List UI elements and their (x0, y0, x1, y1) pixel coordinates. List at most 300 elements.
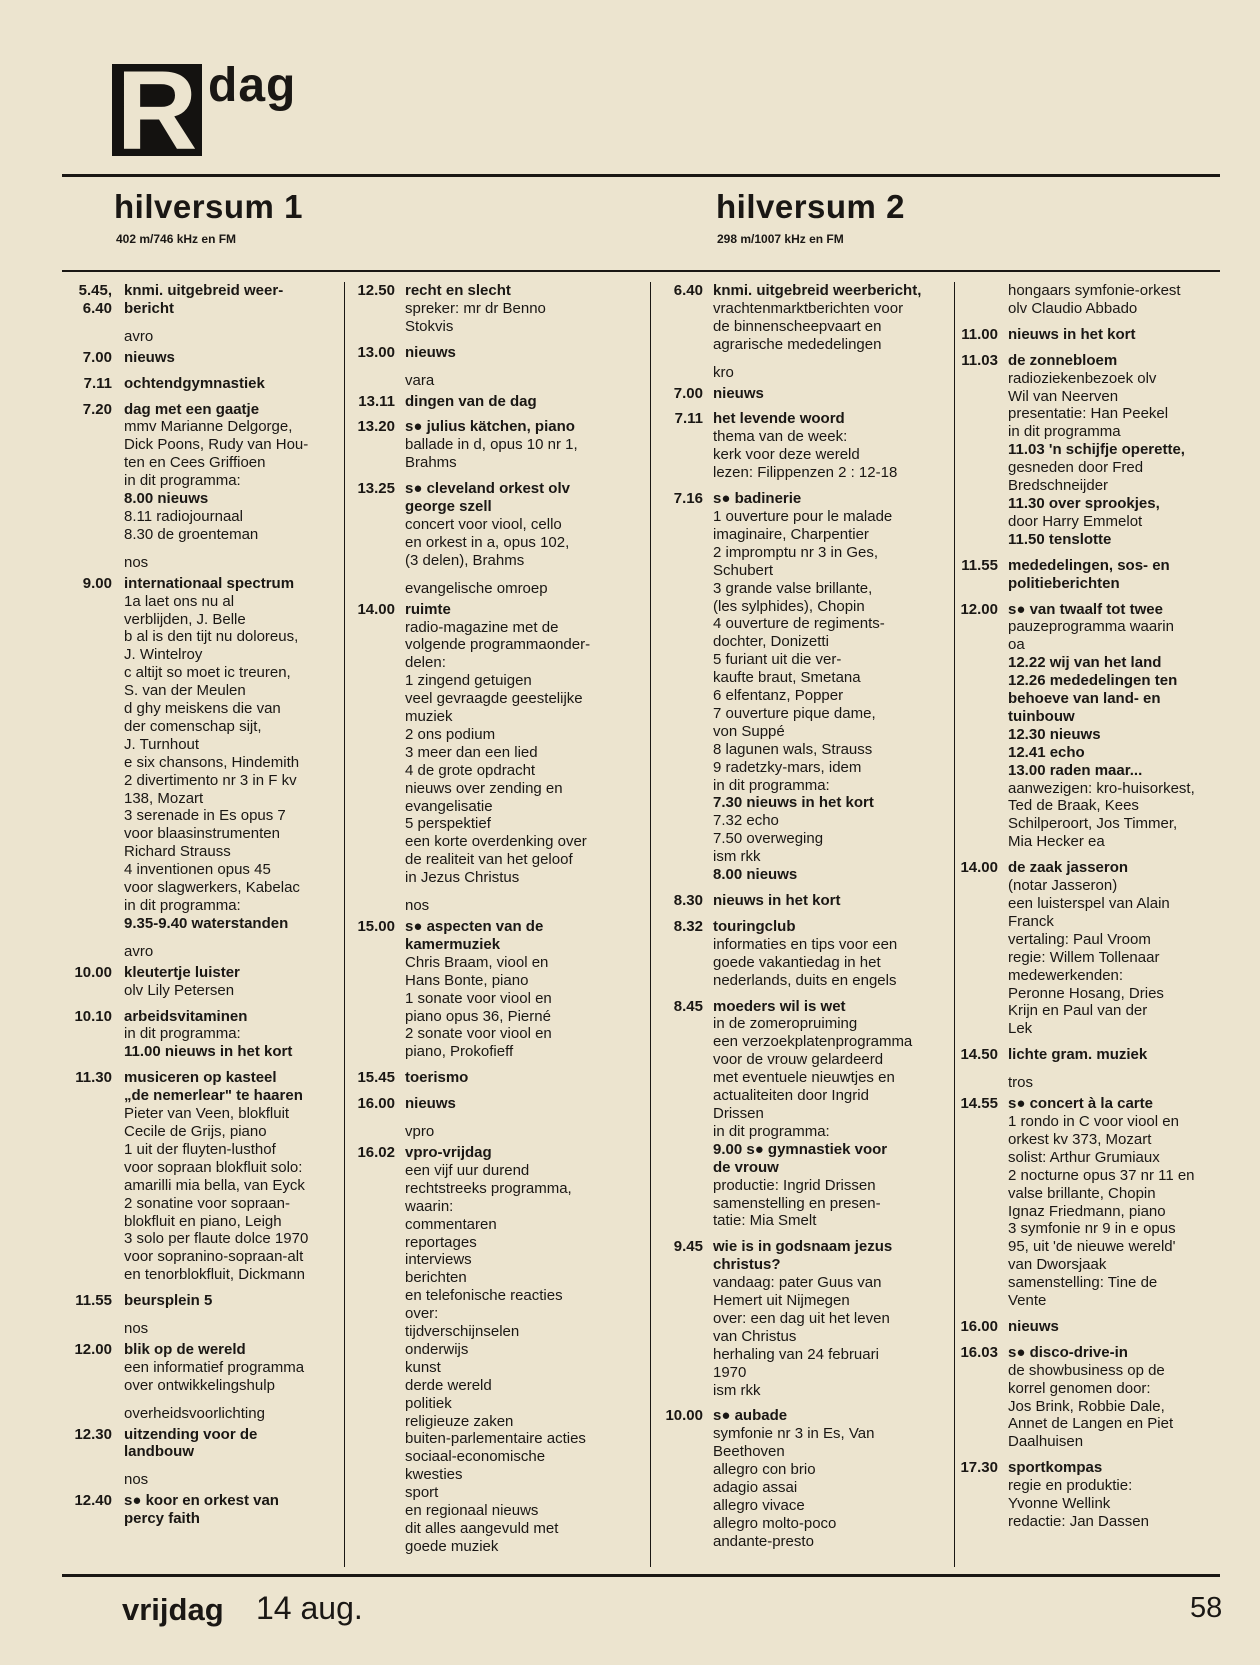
program-description-line: korrel genomen door: (1008, 1379, 1151, 1397)
program-title-line: nieuws in het kort (1008, 325, 1136, 343)
broadcaster-label: kro (713, 363, 734, 381)
program-description-line: berichten (405, 1269, 467, 1287)
schedule-column-3 (658, 282, 953, 1572)
program-time: 14.50 (960, 1046, 998, 1064)
program-title-line: mededelingen, sos- en (1008, 556, 1170, 574)
program-entry (956, 352, 1238, 549)
program-entry (350, 1095, 648, 1113)
program-time: 12.30 (74, 1425, 112, 1443)
program-description-line: adagio assai (713, 1479, 798, 1497)
program-description-line: rechtstreeks programma, (405, 1179, 572, 1197)
program-details (405, 918, 648, 1061)
program-description-line: actualiteiten door Ingrid (713, 1087, 869, 1105)
program-time: 10.00 (665, 1407, 703, 1425)
program-description-line: symfonie nr 3 in Es, Van (713, 1425, 875, 1443)
program-description-line: aanwezigen: kro-huisorkest, (1008, 779, 1195, 797)
program-description-line: 6 elfentanz, Popper (713, 687, 844, 705)
program-details (405, 282, 648, 336)
program-description-line: concert voor viool, cello (405, 515, 562, 533)
program-description-line: samenstelling en presen- (713, 1194, 881, 1212)
program-details (405, 1095, 648, 1113)
program-title-line: nieuws (713, 384, 764, 402)
program-description-line: 1a laet ons nu al (124, 592, 235, 610)
program-time: 15.00 (357, 918, 395, 935)
program-description-line: amarilli mia bella, van Eyck (124, 1176, 305, 1194)
program-details (713, 1238, 953, 1399)
program-title-line: ruimte (405, 600, 451, 618)
program-details (124, 1069, 342, 1284)
program-entry (658, 1238, 953, 1399)
program-entry (62, 401, 342, 544)
program-description-line: met eventuele nieuwtjes en (713, 1069, 895, 1087)
program-details (124, 575, 342, 933)
program-description-line: in dit programma: (713, 776, 830, 794)
program-description-line: 8.30 de groenteman (124, 525, 259, 543)
program-description-line: ten en Cees Griffioen (124, 454, 266, 472)
program-description-line: oa (1008, 636, 1025, 654)
program-time: 11.00 (961, 325, 998, 343)
program-description-line: 1 ouverture pour le malade (713, 507, 893, 525)
program-description-line: kwesties (405, 1466, 463, 1484)
program-description-line: 3 solo per flaute dolce 1970 (124, 1230, 309, 1248)
program-description-line: b al is den tijt nu doloreus, (124, 628, 299, 646)
program-time: 16.00 (357, 1095, 395, 1113)
program-entry (62, 1008, 342, 1062)
program-description-line: een korte overdenking over (405, 833, 587, 851)
program-description-line: Hemert uit Nijmegen (713, 1292, 850, 1310)
schedule-column-2 (350, 282, 648, 1572)
program-title-line: behoeve van land- en (1008, 690, 1161, 708)
program-title-line: beursplein 5 (124, 1292, 213, 1310)
program-entry (658, 892, 953, 910)
program-description-line: 9 radetzky-mars, idem (713, 758, 862, 776)
program-title-line: internationaal spectrum (124, 574, 295, 592)
program-description-line: en tenorblokfluit, Dickmann (124, 1266, 305, 1284)
program-description-line: evangelisatie (405, 797, 493, 815)
program-title-line: 11.03 'n schijfje operette, (1008, 441, 1185, 459)
program-title-line: de zonnebloem (1008, 351, 1118, 369)
program-title-line: toerismo (405, 1069, 469, 1087)
program-description-line: 2 sonate voor viool en (405, 1025, 552, 1043)
program-entry (62, 375, 342, 393)
program-description-line: en telefonische reacties (405, 1287, 563, 1305)
program-details (1008, 352, 1238, 549)
program-entry (350, 393, 648, 411)
program-entry (350, 480, 648, 570)
program-time: 11.30 (75, 1069, 112, 1087)
program-title-line: percy faith (124, 1510, 200, 1528)
program-title-line: politieberichten (1008, 574, 1120, 592)
program-title-line: 9.35-9.40 waterstanden (124, 914, 289, 932)
program-entry (658, 410, 953, 482)
program-title-line: nieuws (405, 1095, 456, 1113)
program-title-line: 12.30 nieuws (1008, 725, 1101, 743)
column-divider-2 (650, 282, 651, 1567)
program-description-line: nieuws over zending en (405, 779, 563, 797)
program-description-line: sociaal-economische (405, 1448, 546, 1466)
program-description-line: religieuze zaken (405, 1412, 514, 1430)
program-description-line: 2 divertimento nr 3 in F kv (124, 771, 297, 789)
program-description-line: 2 impromptu nr 3 in Ges, (713, 543, 879, 561)
program-details (713, 892, 953, 910)
program-description-line: Bredschneijder (1008, 477, 1109, 495)
broadcaster-label: tros (1008, 1074, 1034, 1092)
program-description-line: Vente (1008, 1292, 1047, 1310)
program-description-line: goede vakantiedag in het (713, 953, 881, 971)
program-description-line: J. Wintelroy (124, 646, 203, 664)
program-description-line: e six chansons, Hindemith (124, 753, 300, 771)
program-description-line: valse brillante, Chopin (1008, 1184, 1156, 1202)
program-description-line: politiek (405, 1394, 452, 1412)
program-title-line: bericht (124, 299, 175, 317)
program-entry (350, 344, 648, 362)
program-entry (62, 964, 342, 1000)
column-divider-1 (344, 282, 345, 1567)
program-description-line: regie en produktie: (1008, 1477, 1133, 1495)
program-details (405, 393, 648, 411)
program-time: 12.00 (74, 1340, 112, 1358)
program-description-line: 4 inventionen opus 45 (124, 861, 271, 879)
program-details (1008, 1459, 1238, 1531)
program-time: 7.11 (83, 374, 112, 392)
program-details (713, 1407, 953, 1550)
program-description-line: in dit programma: (124, 1025, 241, 1043)
program-description-line: 8 lagunen wals, Strauss (713, 740, 873, 758)
program-details (405, 418, 648, 472)
program-description-line: verblijden, J. Belle (124, 610, 246, 628)
program-details (124, 964, 342, 1000)
program-description-line: ballade in d, opus 10 nr 1, (405, 436, 578, 454)
program-title-line: 12.41 echo (1008, 743, 1085, 761)
program-title-line: 11.00 nieuws in het kort (124, 1043, 293, 1061)
program-description-line: de showbusiness op de (1008, 1361, 1165, 1379)
program-description-line: 7.32 echo (713, 812, 779, 830)
program-description-line: voor de vrouw gelardeerd (713, 1051, 884, 1069)
program-description-line: interviews (405, 1251, 472, 1269)
program-description-line: 4 ouverture de regiments- (713, 615, 885, 633)
program-description-line: Drissen (713, 1104, 764, 1122)
program-description-line: informaties en tips voor een (713, 935, 898, 953)
program-description-line: S. van der Meulen (124, 682, 246, 700)
program-entry (350, 1069, 648, 1087)
program-details (1008, 1344, 1238, 1451)
program-entry (956, 859, 1238, 1038)
program-time: 12.00 (960, 600, 998, 618)
program-details (405, 1144, 648, 1556)
program-entry (62, 1292, 342, 1310)
program-title-line: s● aspecten van de (405, 918, 544, 935)
program-description-line: pauzeprogramma waarin (1008, 618, 1174, 636)
program-entry (658, 490, 953, 884)
program-entry (658, 385, 953, 403)
program-description-line: over: een dag uit het leven (713, 1309, 890, 1327)
program-description-line: 1 uit der fluyten-lusthof (124, 1140, 276, 1158)
station-frequency-hilversum-2: 298 m/1007 kHz en FM (717, 232, 844, 246)
program-description-line: 7.50 overweging (713, 830, 824, 848)
program-description-line: imaginaire, Charpentier (713, 525, 869, 543)
program-details (124, 1492, 342, 1528)
program-time: 11.55 (961, 556, 998, 574)
program-time: 13.00 (357, 343, 395, 361)
program-title-line: sportkompas (1008, 1459, 1103, 1477)
program-description-line: von Suppé (713, 722, 785, 740)
program-details (1008, 557, 1238, 593)
program-title-line: musiceren op kasteel (124, 1069, 277, 1087)
program-time: 12.50 (357, 282, 395, 299)
program-time: 8.30 (673, 892, 703, 909)
program-title-line: 11.50 tenslotte (1008, 530, 1112, 548)
program-description-line: dochter, Donizetti (713, 633, 829, 651)
program-time: 7.16 (673, 490, 703, 508)
program-description-line: onderwijs (405, 1340, 469, 1358)
program-title-line: nieuws (1008, 1317, 1059, 1335)
program-entry (62, 575, 342, 933)
station-frequency-hilversum-1: 402 m/746 kHz en FM (116, 232, 237, 246)
program-description-line: 2 nocturne opus 37 nr 11 en (1008, 1166, 1195, 1184)
program-description-line: 2 ons podium (405, 725, 496, 743)
program-title-line: recht en slecht (405, 282, 511, 299)
program-title-line: 7.30 nieuws in het kort (713, 794, 874, 812)
program-description-line: een vijf uur durend (405, 1161, 530, 1179)
program-entry (956, 326, 1238, 344)
program-title-line: s● julius kätchen, piano (405, 418, 575, 436)
program-description-line: redactie: Jan Dassen (1008, 1513, 1149, 1530)
program-description-line: tijdverschijnselen (405, 1323, 520, 1341)
program-description-line: 3 serenade in Es opus 7 (124, 807, 286, 825)
program-description-line: 4 de grote opdracht (405, 761, 536, 779)
program-description-line: veel gevraagde geestelijke (405, 690, 583, 708)
program-description-line: in dit programma: (124, 897, 241, 914)
program-time: 13.25 (357, 480, 395, 498)
program-description-line: agrarische mededelingen (713, 335, 882, 353)
program-entry (658, 1407, 953, 1550)
program-description-line: olv Claudio Abbado (1008, 299, 1138, 317)
program-entry (350, 918, 648, 1061)
station-title-hilversum-1: hilversum 1 (114, 188, 303, 225)
column-divider-3 (954, 282, 955, 1567)
program-entry (350, 282, 648, 336)
program-description-line: presentatie: Han Peekel (1008, 405, 1169, 423)
program-entry (956, 1344, 1238, 1451)
program-time: 13.20 (357, 418, 395, 436)
program-title-line: wie is in godsnaam jezus (713, 1238, 893, 1256)
program-description-line: Peronne Hosang, Dries (1008, 984, 1164, 1002)
program-description-line: 1 sonate voor viool en (405, 989, 552, 1007)
program-description-line: (3 delen), Brahms (405, 551, 525, 569)
program-description-line: de realiteit van het geloof (405, 851, 573, 869)
program-description-line: Yvonne Wellink (1008, 1495, 1111, 1513)
program-description-line: en orkest in a, opus 102, (405, 533, 570, 551)
program-description-line: Dick Poons, Rudy van Hou- (124, 436, 309, 454)
program-description-line: 3 symfonie nr 9 in e opus (1008, 1220, 1176, 1238)
program-description-line: 5 perspektief (405, 815, 491, 833)
program-description-line: (notar Jasseron) (1008, 877, 1118, 895)
program-time: 5.45, 6.40 (78, 282, 112, 317)
program-entry (62, 349, 342, 367)
program-description-line: 2 sonatine voor sopraan- (124, 1194, 290, 1212)
program-details (713, 385, 953, 403)
program-title-line: 11.30 over sprookjes, (1008, 494, 1160, 512)
broadcaster-label: nos (124, 1320, 149, 1338)
broadcaster-label: avro (124, 942, 154, 960)
program-description-line: voor sopraan blokfluit solo: (124, 1158, 303, 1176)
program-entry (62, 1069, 342, 1284)
program-time: 6.40 (673, 282, 703, 299)
program-title-line: het levende woord (713, 410, 845, 428)
program-description-line: waarin: (405, 1197, 454, 1215)
program-title-line: blik op de wereld (124, 1340, 246, 1358)
program-title-line: s● disco-drive-in (1008, 1343, 1128, 1361)
broadcaster-label: nos (124, 553, 149, 571)
program-title-line: „de nemerlear" te haaren (124, 1087, 303, 1105)
program-details (124, 1008, 342, 1062)
program-title-line: tuinbouw (1008, 707, 1075, 725)
program-description-line: volgende programmaonder- (405, 636, 591, 654)
program-time: 16.03 (960, 1343, 998, 1361)
program-time: 10.00 (74, 963, 112, 981)
program-title-line: dag met een gaatje (124, 400, 260, 418)
program-details (713, 918, 953, 990)
program-description-line: lezen: Filippenzen 2 : 12-18 (713, 464, 898, 482)
program-description-line: derde wereld (405, 1376, 492, 1394)
program-time: 9.00 (82, 574, 112, 592)
program-description-line: commentaren (405, 1215, 497, 1233)
program-description-line: de binnenscheepvaart en (713, 317, 882, 335)
program-time: 11.03 (961, 351, 998, 369)
program-description-line: over ontwikkelingshulp (124, 1376, 275, 1394)
program-description-line: in dit programma: (124, 472, 241, 490)
station-title-hilversum-2: hilversum 2 (716, 188, 905, 225)
program-entry (956, 1318, 1238, 1336)
program-time: 7.00 (673, 384, 703, 402)
program-description-line: een luisterspel van Alain (1008, 895, 1170, 912)
program-details (713, 410, 953, 482)
program-title-line: nieuws in het kort (713, 892, 841, 909)
program-description-line: 138, Mozart (124, 789, 204, 807)
program-time: 14.55 (960, 1095, 998, 1113)
program-entry (956, 557, 1238, 593)
program-details (405, 480, 648, 570)
program-time: 17.30 (960, 1459, 998, 1477)
program-description-line: (les sylphides), Chopin (713, 597, 865, 615)
program-description-line: Franck (1008, 912, 1054, 930)
program-description-line: Brahms (405, 454, 457, 472)
program-time: 8.45 (673, 997, 703, 1015)
program-description-line: dit alles aangevuld met (405, 1520, 559, 1537)
program-entry (658, 998, 953, 1231)
program-description-line: in de zomeropruiming (713, 1015, 858, 1033)
broadcaster-label: nos (124, 1471, 149, 1489)
program-entry (62, 1341, 342, 1395)
program-time: 9.45 (673, 1238, 703, 1256)
footer-rule (62, 1574, 1220, 1577)
program-description-line: allegro molto-poco (713, 1514, 837, 1532)
program-description-line: mmv Marianne Delgorge, (124, 418, 293, 436)
program-description-line: productie: Ingrid Drissen (713, 1176, 876, 1194)
program-title-line: vpro-vrijdag (405, 1143, 492, 1161)
program-description-line: Krijn en Paul van der (1008, 1002, 1148, 1020)
r-logo: R (112, 64, 202, 156)
program-description-line: 5 furiant uit die ver- (713, 651, 842, 669)
program-description-line: Richard Strauss (124, 843, 231, 861)
program-time: 11.55 (75, 1292, 112, 1310)
program-time: 14.00 (357, 600, 395, 618)
program-title-line: de zaak jasseron (1008, 859, 1129, 877)
page-number: 58 (1190, 1592, 1223, 1624)
program-title-line: 12.26 mededelingen ten (1008, 672, 1178, 690)
program-title-line: nieuws (405, 343, 456, 361)
program-details (124, 349, 342, 367)
program-description-line: Daalhuisen (1008, 1433, 1084, 1451)
program-description-line: gesneden door Fred (1008, 459, 1144, 477)
program-description-line: vandaag: pater Guus van (713, 1274, 882, 1292)
program-details (1008, 1095, 1238, 1310)
program-details (713, 998, 953, 1231)
broadcaster-label: vpro (405, 1123, 435, 1141)
program-entry (62, 1426, 342, 1462)
program-description-line: spreker: mr dr Benno (405, 299, 546, 317)
program-title-line: uitzending voor de (124, 1425, 258, 1443)
program-description-line: goede muziek (405, 1537, 499, 1555)
program-description-line: 95, uit 'de nieuwe wereld' (1008, 1238, 1176, 1256)
logo-word: dag (208, 59, 297, 112)
program-description-line: vertaling: Paul Vroom (1008, 930, 1151, 948)
program-time: 7.00 (82, 348, 112, 366)
program-title-line: s● concert à la carte (1008, 1095, 1153, 1113)
program-time (956, 282, 998, 318)
program-description-line: Mia Hecker ea (1008, 833, 1105, 851)
program-details (124, 375, 342, 393)
program-description-line: 8.11 radiojournaal (124, 507, 243, 525)
program-details (1008, 282, 1238, 318)
program-description-line: kunst (405, 1358, 441, 1376)
program-description-line: hongaars symfonie-orkest (1008, 282, 1181, 299)
program-description-line: blokfluit en piano, Leigh (124, 1212, 282, 1230)
program-title-line: landbouw (124, 1443, 194, 1461)
schedule-column-1 (62, 282, 342, 1572)
program-time: 15.45 (357, 1069, 395, 1087)
program-title-line: 12.22 wij van het land (1008, 654, 1162, 672)
program-details (405, 344, 648, 362)
program-description-line: radio-magazine met de (405, 618, 559, 636)
program-details (713, 490, 953, 884)
program-details (124, 282, 342, 318)
program-description-line: in dit programma (1008, 423, 1121, 441)
schedule-column-4 (956, 282, 1238, 1572)
program-title-line: s● cleveland orkest olv (405, 480, 570, 498)
program-title-line: 9.00 s● gymnastiek voor (713, 1140, 888, 1158)
program-title-line: s● badinerie (713, 490, 802, 508)
program-details (1008, 601, 1238, 852)
program-description-line: 7 ouverture pique dame, (713, 704, 876, 722)
program-time: 13.11 (358, 392, 395, 410)
program-description-line: in Jezus Christus (405, 869, 520, 887)
program-description-line: Schilperoort, Jos Timmer, (1008, 815, 1178, 833)
program-title-line: george szell (405, 498, 492, 516)
program-entry (956, 282, 1238, 318)
program-details (405, 601, 648, 888)
program-entry (956, 1046, 1238, 1064)
program-description-line: Beethoven (713, 1443, 785, 1461)
program-title-line: knmi. uitgebreid weerbericht, (713, 282, 922, 299)
program-details (1008, 1318, 1238, 1336)
program-time: 16.00 (960, 1317, 998, 1335)
broadcaster-label: vara (405, 371, 435, 389)
program-time: 16.02 (357, 1143, 395, 1161)
program-title-line: touringclub (713, 917, 796, 935)
program-description-line: Stokvis (405, 317, 454, 335)
program-time: 12.40 (74, 1492, 112, 1510)
